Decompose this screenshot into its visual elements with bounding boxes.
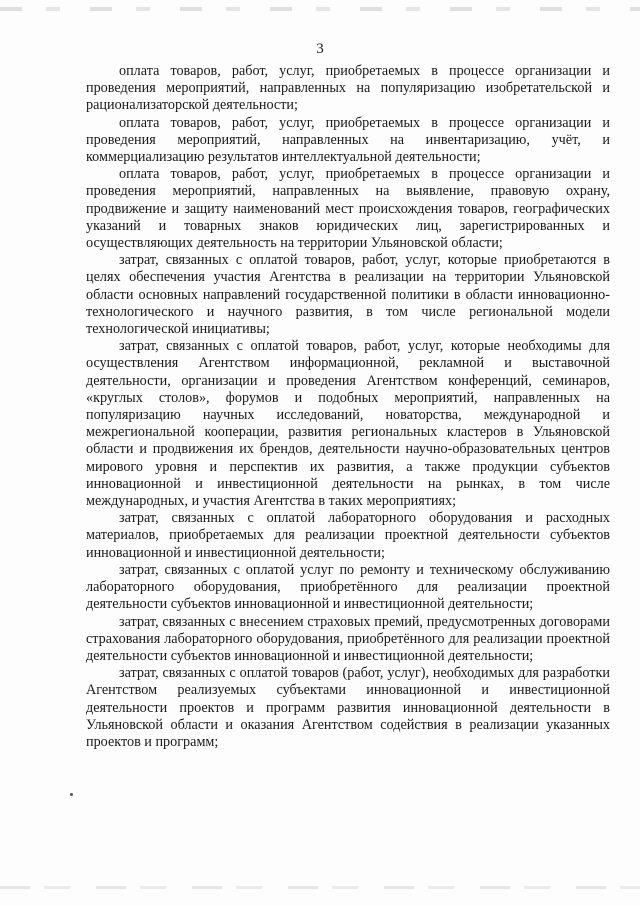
scan-edge-bottom bbox=[0, 886, 640, 889]
paragraph: затрат, связанных с оплатой лабораторного оборудования и расходных материалов, приобретаемых для реализации проектной деятельности субъектов инновационной и инвестиционной деятельности; bbox=[86, 510, 610, 561]
paragraph: оплата товаров, работ, услуг, приобретаемых в процессе организации и проведения мероприятий, направленных на инвентаризацию, учёт, и коммерциализацию результатов интеллектуальной деятельности; bbox=[86, 114, 610, 166]
paragraph: затрат, связанных с оплатой товаров, работ, услуг, которые необходимы для осуществления Агентством информационной, рекламной и выставочной деятельности, организации и проведения Агентством конференций, семинаров, «круглых столов», форумов и подобных мероприятий, направленных на популяризацию научных исследований, новаторства, международной и межрегиональной кооперации, развития региональных кластеров в Ульяновской области и продвижения их брендов, деятельности научно-образовательных центров мирового уровня и перспектив их развития, а также продукции субъектов инновационной и инвестиционной деятельности на рынках, в том числе международных, и участия Агентства в таких мероприятиях; bbox=[86, 338, 610, 510]
paragraph: затрат, связанных с оплатой услуг по ремонту и техническому обслуживанию лабораторного оборудования, приобретённого для реализации проектной деятельности субъектов инновационной и инвестиционной деятельности; bbox=[86, 561, 610, 613]
margin-dot bbox=[70, 793, 73, 796]
paragraph: оплата товаров, работ, услуг, приобретаемых в процессе организации и проведения мероприятий, направленных на популяризацию изобретательской и рационализаторской деятельности; bbox=[86, 63, 610, 114]
scan-edge-top bbox=[0, 7, 640, 11]
paragraph: затрат, связанных с внесением страховых премий, предусмотренных договорами страхования лабораторного оборудования, приобретённого для реализации проектной деятельности субъектов инновационной и инвестиционной деятельности; bbox=[86, 613, 610, 664]
page-number: 3 bbox=[316, 41, 324, 57]
paragraph: затрат, связанных с оплатой товаров (работ, услуг), необходимых для разработки Агентством реализуемых субъектами инновационной и инвестиционной деятельности проектов и программ развития инновационной деятельности в Ульяновской области и оказания Агентством содействия в реализации указанных проектов и программ; bbox=[86, 665, 610, 750]
paragraph: оплата товаров, работ, услуг, приобретаемых в процессе организации и проведения мероприятий, направленных на выявление, правовую охрану, продвижение и защиту наименований мест происхождения товаров, географических указаний и товарных знаков юридических лиц, зарегистрированных и осуществляющих деятельность на территории Ульяновской области; bbox=[86, 166, 610, 252]
document-body bbox=[86, 63, 610, 751]
paragraph: затрат, связанных с оплатой товаров, работ, услуг, которые приобретаются в целях обеспечения участия Агентства в реализации на территории Ульяновской области основных направлений государственной политики в области инновационно-технологического и научного развития, в том числе региональной модели технологической инициативы; bbox=[86, 252, 610, 338]
